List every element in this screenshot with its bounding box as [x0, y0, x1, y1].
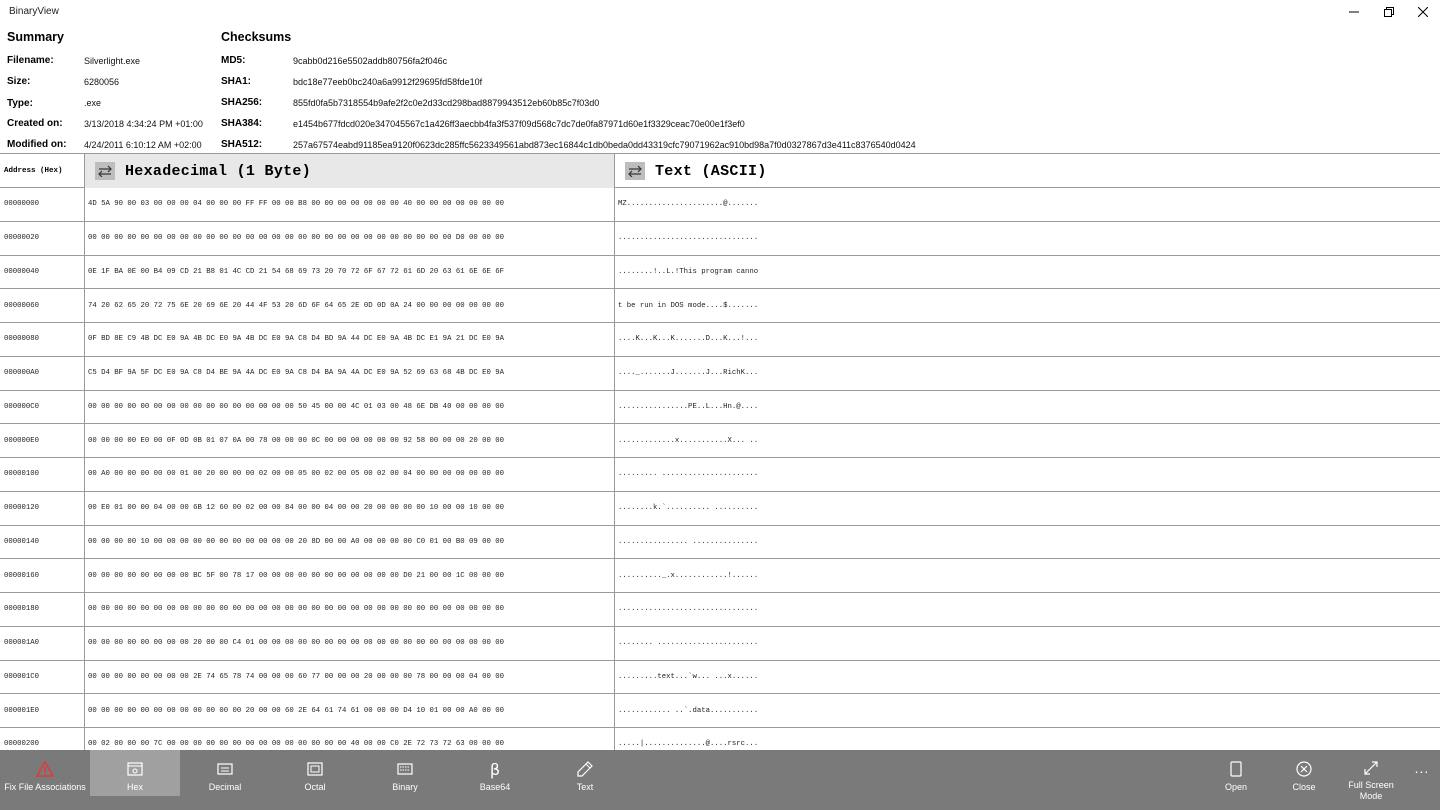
row-address: 00000060 — [0, 289, 85, 322]
table-row[interactable] — [0, 357, 1440, 391]
row-hex[interactable]: C5 D4 BF 9A 5F DC E0 9A C8 D4 BE 9A 4A DC E0 9A C8 D4 BA 9A 4A DC E0 9A 52 69 63 68 4B DC E0 9A — [85, 357, 615, 390]
text-view-label: Text — [576, 782, 594, 792]
more-options-button[interactable]: ... — [1414, 760, 1430, 776]
row-address: 000001A0 — [0, 627, 85, 660]
row-address: 00000100 — [0, 458, 85, 491]
swap-arrows-icon[interactable] — [95, 162, 115, 180]
row-text[interactable]: ........!..L.!This program canno — [618, 267, 759, 276]
row-text[interactable]: ......... ...................... — [618, 470, 759, 479]
row-address: 00000180 — [0, 593, 85, 626]
open-button[interactable] — [1206, 750, 1266, 796]
row-address: 00000160 — [0, 559, 85, 592]
row-hex[interactable]: 00 00 00 00 00 00 00 00 BC 5F 00 78 17 00 00 00 00 00 00 00 00 00 00 00 D0 21 00 00 1C 00 00 00 — [85, 559, 615, 592]
row-hex[interactable]: 00 00 00 00 00 00 00 00 00 00 00 00 00 00 00 00 00 00 00 00 00 00 00 00 00 00 00 00 00 00 00 00 — [85, 593, 615, 626]
row-text[interactable]: ....K...K...K.......D...K...!... — [618, 335, 759, 344]
close-window-button[interactable] — [1400, 0, 1440, 24]
fix-file-associations-button[interactable] — [0, 750, 90, 796]
filename-value: Silverlight.exe — [84, 56, 141, 66]
row-address: 000000C0 — [0, 391, 85, 424]
sha1-value: bdc18e77eeb0bc240a6a9912f29695fd58fde10f — [293, 77, 483, 87]
type-value: .exe — [84, 98, 102, 108]
hex-column-header — [85, 154, 615, 188]
open-label: Open — [1224, 782, 1248, 792]
text-column-header — [615, 154, 1440, 188]
modified-label: Modified on: — [7, 139, 67, 150]
row-text[interactable]: .........._.x............!...... — [618, 571, 759, 580]
grid-rows — [0, 188, 1440, 750]
created-label: Created on: — [7, 118, 63, 129]
table-row[interactable] — [0, 661, 1440, 695]
octal-view-icon — [307, 760, 323, 778]
text-view-button[interactable] — [540, 750, 630, 796]
row-text[interactable]: ........k.`.......... .......... — [618, 504, 759, 513]
warning-icon — [36, 760, 54, 778]
row-hex[interactable]: 00 00 00 00 00 00 00 00 2E 74 65 78 74 00 00 00 60 77 00 00 00 20 00 00 00 78 00 00 00 04 00 00 — [85, 661, 615, 694]
table-row[interactable] — [0, 492, 1440, 526]
expand-icon — [1363, 760, 1379, 776]
row-text[interactable]: MZ......................@....... — [618, 200, 759, 209]
row-text[interactable]: ................................ — [618, 605, 759, 614]
sha256-value: 855fd0fa5b7318554b9afe2f2c0e2d33cd298bad8879943512eb60b85c7f03d0 — [293, 98, 600, 108]
row-address: 000000E0 — [0, 424, 85, 457]
binary-view-icon — [397, 760, 413, 778]
close-file-label: Close — [1292, 782, 1316, 792]
window-title: BinaryView — [9, 6, 59, 17]
table-row[interactable] — [0, 256, 1440, 290]
summary-heading: Summary — [7, 30, 64, 44]
row-hex[interactable]: 00 A0 00 00 00 00 00 01 00 20 00 00 00 02 00 00 05 00 02 00 05 00 02 00 04 00 00 00 00 00 00 00 — [85, 458, 615, 491]
md5-value: 9cabb0d216e5502addb80756fa2f046c — [293, 56, 448, 66]
base64-view-button[interactable] — [450, 750, 540, 796]
row-hex[interactable]: 00 00 00 00 00 00 00 00 00 00 00 00 00 00 00 00 00 00 00 00 00 00 00 00 00 00 00 00 D0 00 00 00 — [85, 222, 615, 255]
row-text[interactable]: .............x...........X... .. — [618, 436, 759, 445]
binary-view-button[interactable] — [360, 750, 450, 796]
row-hex[interactable]: 00 00 00 00 E0 00 0F 0D 0B 01 07 0A 00 78 00 00 00 0C 00 00 00 00 00 00 92 58 00 00 00 20 00 00 — [85, 424, 615, 457]
close-icon — [1418, 7, 1428, 17]
full-screen-button[interactable] — [1338, 750, 1404, 801]
row-hex[interactable]: 00 E0 01 00 00 04 00 00 6B 12 60 00 02 00 00 84 00 00 04 00 00 20 00 00 00 00 10 00 00 10 00 00 — [85, 492, 615, 525]
size-label: Size: — [7, 76, 31, 87]
md5-label: MD5: — [221, 55, 246, 66]
table-row[interactable] — [0, 391, 1440, 425]
table-row[interactable] — [0, 424, 1440, 458]
row-text[interactable]: ........ ....................... — [618, 639, 759, 648]
table-row[interactable] — [0, 323, 1440, 357]
row-hex[interactable]: 4D 5A 90 00 03 00 00 00 04 00 00 00 FF FF 00 00 B8 00 00 00 00 00 00 00 40 00 00 00 00 00 00 00 — [85, 188, 615, 221]
binary-view-label: Binary — [392, 782, 418, 792]
command-bar — [0, 750, 1440, 810]
sha512-value: 257a67574eabd91185ea9120f0623dc285ffc5623349561abd873ec16844c1db0beda0dd43319cfc79071962ac910bd98a7f0d0327867d3e411c8376540d0424 — [293, 140, 916, 150]
row-text[interactable]: .....|..............@....rsrc... — [618, 740, 759, 749]
created-value: 3/13/2018 4:34:24 PM +01:00 — [84, 119, 203, 129]
row-hex[interactable]: 74 20 62 65 20 72 75 6E 20 69 6E 20 44 4F 53 20 6D 6F 64 65 2E 0D 0D 0A 24 00 00 00 00 00 00 00 — [85, 289, 615, 322]
title-bar — [0, 0, 1440, 24]
row-address: 00000000 — [0, 188, 85, 221]
document-icon — [1229, 760, 1243, 778]
close-circle-icon — [1296, 760, 1312, 778]
swap-arrows-icon[interactable] — [625, 162, 645, 180]
row-address: 00000020 — [0, 222, 85, 255]
close-file-button[interactable] — [1274, 750, 1334, 796]
decimal-view-button[interactable] — [180, 750, 270, 796]
row-hex[interactable]: 00 00 00 00 00 00 00 00 00 00 00 00 20 00 00 60 2E 64 61 74 61 00 00 00 D4 10 01 00 00 A0 00 00 — [85, 694, 615, 727]
row-hex[interactable]: 00 00 00 00 10 00 00 00 00 00 00 00 00 00 00 00 20 8D 00 00 A0 00 00 00 00 C0 01 00 B0 09 00 00 — [85, 526, 615, 559]
row-hex[interactable]: 00 02 00 00 00 7C 00 00 00 00 00 00 00 00 00 00 00 00 00 00 40 00 00 C0 2E 72 73 72 63 00 00 00 — [85, 728, 615, 750]
row-text[interactable]: ................PE..L...Hn.@.... — [618, 402, 759, 411]
row-address: 00000040 — [0, 256, 85, 289]
row-hex[interactable]: 00 00 00 00 00 00 00 00 20 00 00 C4 01 00 00 00 00 00 00 00 00 00 00 00 00 00 00 00 00 00 00 00 — [85, 627, 615, 660]
grid-header — [0, 154, 1440, 188]
table-row[interactable] — [0, 593, 1440, 627]
pencil-icon — [577, 760, 593, 778]
hex-grid[interactable] — [0, 153, 1440, 750]
octal-view-button[interactable] — [270, 750, 360, 796]
modified-value: 4/24/2011 6:10:12 AM +02:00 — [84, 140, 202, 150]
row-address: 000001E0 — [0, 694, 85, 727]
checksums-heading: Checksums — [221, 30, 292, 44]
row-text[interactable]: .........text...`w... ...x...... — [618, 672, 759, 681]
hex-column-title: Hexadecimal (1 Byte) — [125, 162, 312, 180]
table-row[interactable] — [0, 728, 1440, 750]
decimal-view-icon — [217, 760, 233, 778]
octal-view-label: Octal — [304, 782, 326, 792]
table-row[interactable] — [0, 289, 1440, 323]
row-hex[interactable]: 0E 1F BA 0E 00 B4 09 CD 21 B8 01 4C CD 21 54 68 69 73 20 70 72 6F 67 72 61 6D 20 63 61 6E 6E 6F — [85, 256, 615, 289]
row-address: 000001C0 — [0, 661, 85, 694]
row-text[interactable]: ...._.......J.......J...RichK... — [618, 369, 759, 378]
sha384-label: SHA384: — [221, 118, 263, 129]
row-address: 00000140 — [0, 526, 85, 559]
table-row[interactable] — [0, 694, 1440, 728]
type-label: Type: — [7, 98, 33, 109]
row-address: 00000200 — [0, 728, 85, 750]
full-screen-label: Full Screen Mode — [1348, 780, 1394, 801]
restore-icon — [1384, 7, 1394, 17]
sha1-label: SHA1: — [221, 76, 252, 87]
row-text[interactable]: ................ ............... — [618, 537, 759, 546]
text-column-title: Text (ASCII) — [655, 162, 767, 180]
row-address: 000000A0 — [0, 357, 85, 390]
hex-view-button[interactable] — [90, 750, 180, 796]
row-text[interactable]: t be run in DOS mode....$....... — [618, 301, 759, 310]
row-hex[interactable]: 00 00 00 00 00 00 00 00 00 00 00 00 00 00 00 00 50 45 00 00 4C 01 03 00 48 6E DB 40 00 00 00 00 — [85, 391, 615, 424]
row-text[interactable]: ................................ — [618, 234, 759, 243]
minimize-icon — [1349, 7, 1359, 17]
table-row[interactable] — [0, 559, 1440, 593]
sha512-label: SHA512: — [221, 139, 263, 150]
row-hex[interactable]: 0F BD 8E C9 4B DC E0 9A 4B DC E0 9A 4B DC E0 9A C8 D4 BD 9A 44 DC E0 9A 4B DC E1 9A 21 DC E0 9A — [85, 323, 615, 356]
table-row[interactable] — [0, 222, 1440, 256]
row-text[interactable]: ............ ..`.data........... — [618, 706, 759, 715]
row-address: 00000080 — [0, 323, 85, 356]
row-address: 00000120 — [0, 492, 85, 525]
size-value: 6280056 — [84, 77, 120, 87]
sha256-label: SHA256: — [221, 97, 263, 108]
address-column-header: Address (Hex) — [0, 154, 85, 188]
sha384-value: e1454b677fdcd020e347045567c1a426ff3aecbb4fa3f537f09d568c7dc7de0fa87971d60e1f3329ceac70e00e1f3ef0 — [293, 119, 745, 129]
table-row[interactable] — [0, 627, 1440, 661]
hex-view-icon — [127, 760, 143, 778]
table-row[interactable] — [0, 526, 1440, 560]
base64-view-label: Base64 — [479, 782, 511, 792]
hex-view-label: Hex — [126, 782, 143, 792]
table-row[interactable] — [0, 188, 1440, 222]
filename-label: Filename: — [7, 55, 54, 66]
table-row[interactable] — [0, 458, 1440, 492]
decimal-view-label: Decimal — [208, 782, 242, 792]
beta-icon: β — [489, 759, 501, 779]
fix-file-associations-label: Fix File Associations — [4, 782, 86, 792]
